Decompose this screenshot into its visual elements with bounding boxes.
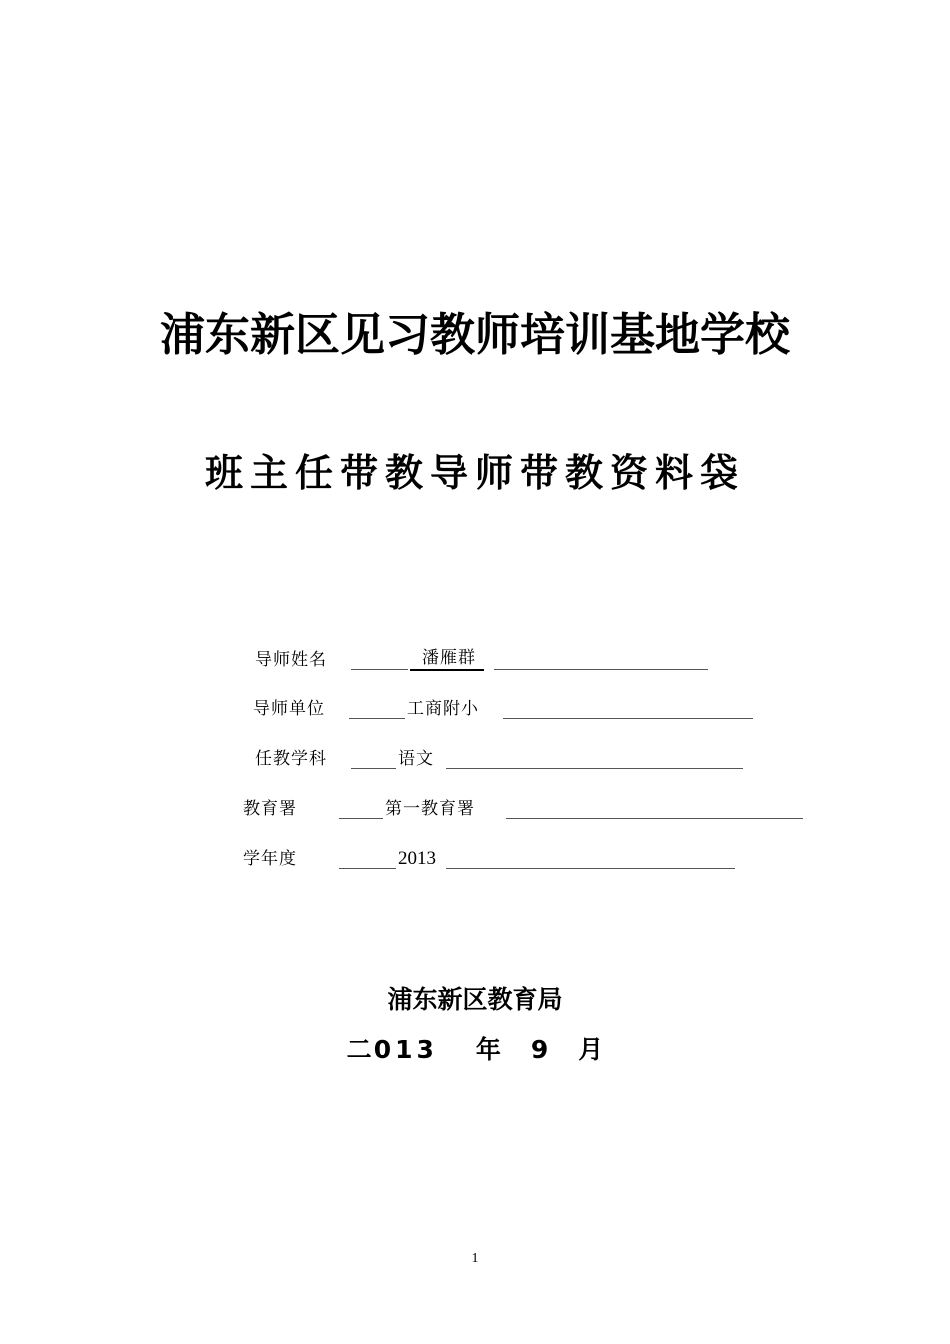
field-underline	[351, 768, 396, 769]
field-underline	[446, 868, 735, 869]
field-subject	[0, 746, 950, 772]
field-value-mentor-unit: 工商附小	[407, 699, 479, 719]
field-label-mentor-name: 导师姓名	[255, 650, 327, 670]
field-value-subject: 语文	[398, 749, 434, 769]
field-underline	[494, 669, 708, 670]
field-label-subject: 任教学科	[255, 749, 327, 769]
field-education-bureau	[0, 796, 950, 822]
field-underline	[506, 818, 803, 819]
page-title: 浦东新区见习教师培训基地学校	[159, 308, 790, 361]
field-underline	[339, 818, 383, 819]
field-underline	[339, 868, 396, 869]
field-mentor-name	[0, 647, 950, 673]
field-label-education-bureau: 教育署	[243, 799, 297, 819]
field-underline	[503, 718, 753, 719]
issue-date	[0, 1032, 950, 1068]
date-month: 9	[530, 1035, 549, 1064]
date-year-prefix: 二	[346, 1035, 372, 1064]
issuer-name: 浦东新区教育局	[387, 985, 563, 1014]
page-number: 1	[471, 1251, 479, 1266]
field-underline	[351, 669, 408, 670]
date-year-char: 年	[475, 1035, 501, 1064]
field-value-education-bureau: 第一教育署	[385, 799, 475, 819]
field-label-academic-year: 学年度	[243, 849, 297, 869]
field-label-mentor-unit: 导师单位	[253, 699, 325, 719]
date-month-char: 月	[578, 1035, 604, 1064]
field-value-mentor-name: 潘雁群	[410, 647, 484, 671]
field-mentor-unit	[0, 696, 950, 722]
page-subtitle: 班主任带教导师带教资料袋	[204, 451, 745, 495]
field-value-academic-year: 2013	[398, 848, 436, 869]
field-underline	[349, 718, 405, 719]
field-academic-year	[0, 846, 950, 872]
field-underline	[446, 768, 743, 769]
date-year-digits: 013	[373, 1035, 438, 1064]
